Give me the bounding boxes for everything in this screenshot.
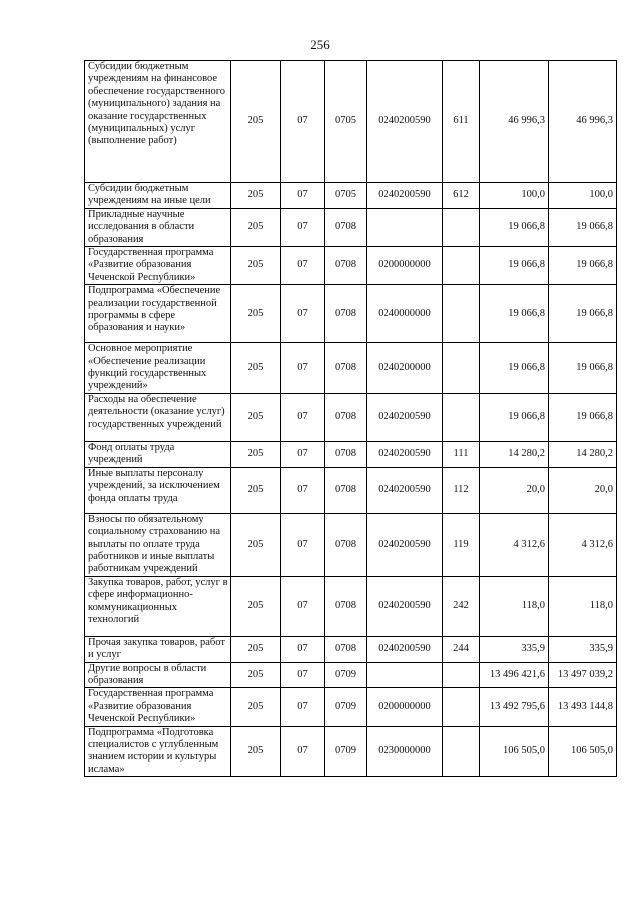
amount-year1-cell: 13 496 421,6 [480,662,549,688]
admin-code-cell: 205 [231,61,281,183]
subsection-code-cell: 0705 [325,61,367,183]
admin-code-cell: 205 [231,467,281,513]
table-row [85,467,617,513]
target-article-cell: 0240200590 [367,61,443,183]
subsection-code-cell: 0708 [325,343,367,394]
amount-year2-cell: 106 505,0 [549,726,617,777]
table-row [85,662,617,688]
row-name-cell: Субсидии бюджетным учреждениям на иные цели [85,183,231,209]
subsection-code-cell: 0709 [325,688,367,726]
target-article-cell: 0240200590 [367,467,443,513]
admin-code-cell: 205 [231,285,281,343]
section-code-cell: 07 [281,576,325,636]
admin-code-cell: 205 [231,208,281,246]
amount-year2-cell: 20,0 [549,467,617,513]
table-row [85,285,617,343]
target-article-cell: 0240200000 [367,343,443,394]
table-row [85,343,617,394]
amount-year2-cell: 46 996,3 [549,61,617,183]
expense-type-cell: 119 [443,513,480,576]
table-row [85,393,617,441]
row-name-cell: Прочая закупка товаров, работ и услуг [85,636,231,662]
subsection-code-cell: 0708 [325,636,367,662]
amount-year1-cell: 100,0 [480,183,549,209]
target-article-cell [367,208,443,246]
table-row [85,688,617,726]
amount-year1-cell: 14 280,2 [480,441,549,467]
expense-type-cell [443,688,480,726]
section-code-cell: 07 [281,636,325,662]
expense-type-cell [443,726,480,777]
amount-year2-cell: 335,9 [549,636,617,662]
section-code-cell: 07 [281,467,325,513]
row-name-cell: Прикладные научные исследования в области образования [85,208,231,246]
admin-code-cell: 205 [231,441,281,467]
target-article-cell [367,662,443,688]
row-name-cell: Фонд оплаты труда учреждений [85,441,231,467]
table-row [85,726,617,777]
section-code-cell: 07 [281,662,325,688]
admin-code-cell: 205 [231,662,281,688]
subsection-code-cell: 0705 [325,183,367,209]
page-number: 256 [310,37,330,52]
amount-year2-cell: 19 066,8 [549,285,617,343]
row-name-cell: Основное мероприятие «Обеспечение реализации функций государственных учреждений» [85,343,231,394]
row-name-cell: Взносы по обязательному социальному страхованию на выплаты по оплате труда работников и иные выплаты работникам учреждений [85,513,231,576]
expense-type-cell [443,393,480,441]
row-name-cell: Государственная программа «Развитие образования Чеченской Республики» [85,688,231,726]
amount-year2-cell: 19 066,8 [549,247,617,285]
budget-table [84,60,617,777]
expense-type-cell [443,343,480,394]
admin-code-cell: 205 [231,393,281,441]
table-row [85,513,617,576]
row-name-cell: Подпрограмма «Подготовка специалистов с углубленным знанием истории и культуры ислама» [85,726,231,777]
admin-code-cell: 205 [231,247,281,285]
target-article-cell: 0200000000 [367,247,443,285]
amount-year1-cell: 335,9 [480,636,549,662]
section-code-cell: 07 [281,513,325,576]
section-code-cell: 07 [281,285,325,343]
admin-code-cell: 205 [231,513,281,576]
target-article-cell: 0240200590 [367,576,443,636]
amount-year1-cell: 19 066,8 [480,285,549,343]
amount-year2-cell: 19 066,8 [549,343,617,394]
amount-year1-cell: 13 492 795,6 [480,688,549,726]
target-article-cell: 0240200590 [367,393,443,441]
expense-type-cell [443,662,480,688]
admin-code-cell: 205 [231,343,281,394]
table-body [85,61,617,777]
section-code-cell: 07 [281,183,325,209]
section-code-cell: 07 [281,61,325,183]
row-name-cell: Подпрограмма «Обеспечение реализации государственной программы в сфере образования и науки» [85,285,231,343]
amount-year2-cell: 100,0 [549,183,617,209]
section-code-cell: 07 [281,688,325,726]
section-code-cell: 07 [281,343,325,394]
subsection-code-cell: 0708 [325,441,367,467]
expense-type-cell: 244 [443,636,480,662]
amount-year1-cell: 19 066,8 [480,208,549,246]
amount-year1-cell: 46 996,3 [480,61,549,183]
table-row [85,61,617,183]
amount-year2-cell: 118,0 [549,576,617,636]
amount-year1-cell: 19 066,8 [480,247,549,285]
expense-type-cell: 611 [443,61,480,183]
subsection-code-cell: 0708 [325,285,367,343]
expense-type-cell [443,208,480,246]
amount-year2-cell: 13 493 144,8 [549,688,617,726]
admin-code-cell: 205 [231,183,281,209]
target-article-cell: 0240200590 [367,441,443,467]
target-article-cell: 0200000000 [367,688,443,726]
section-code-cell: 07 [281,726,325,777]
admin-code-cell: 205 [231,688,281,726]
section-code-cell: 07 [281,441,325,467]
table-row [85,247,617,285]
amount-year1-cell: 19 066,8 [480,393,549,441]
subsection-code-cell: 0708 [325,208,367,246]
amount-year2-cell: 4 312,6 [549,513,617,576]
table-row [85,441,617,467]
section-code-cell: 07 [281,393,325,441]
subsection-code-cell: 0709 [325,726,367,777]
section-code-cell: 07 [281,208,325,246]
table-row [85,636,617,662]
row-name-cell: Закупка товаров, работ, услуг в сфере информационно-коммуникационных технологий [85,576,231,636]
admin-code-cell: 205 [231,726,281,777]
target-article-cell: 0230000000 [367,726,443,777]
section-code-cell: 07 [281,247,325,285]
amount-year1-cell: 20,0 [480,467,549,513]
amount-year2-cell: 14 280,2 [549,441,617,467]
expense-type-cell: 242 [443,576,480,636]
target-article-cell: 0240200590 [367,513,443,576]
admin-code-cell: 205 [231,636,281,662]
row-name-cell: Другие вопросы в области образования [85,662,231,688]
subsection-code-cell: 0708 [325,247,367,285]
amount-year2-cell: 19 066,8 [549,208,617,246]
amount-year1-cell: 19 066,8 [480,343,549,394]
table-row [85,208,617,246]
target-article-cell: 0240000000 [367,285,443,343]
subsection-code-cell: 0708 [325,576,367,636]
amount-year1-cell: 106 505,0 [480,726,549,777]
table-row [85,183,617,209]
row-name-cell: Государственная программа «Развитие образования Чеченской Республики» [85,247,231,285]
subsection-code-cell: 0709 [325,662,367,688]
subsection-code-cell: 0708 [325,393,367,441]
row-name-cell: Субсидии бюджетным учреждениям на финансовое обеспечение государственного (муниципального) задания на оказание государственных (муниципальных) услуг (выполнение работ) [85,61,231,183]
expense-type-cell [443,247,480,285]
row-name-cell: Расходы на обеспечение деятельности (оказание услуг) государственных учреждений [85,393,231,441]
expense-type-cell: 112 [443,467,480,513]
expense-type-cell: 612 [443,183,480,209]
subsection-code-cell: 0708 [325,467,367,513]
row-name-cell: Иные выплаты персоналу учреждений, за исключением фонда оплаты труда [85,467,231,513]
table-row [85,576,617,636]
subsection-code-cell: 0708 [325,513,367,576]
target-article-cell: 0240200590 [367,636,443,662]
target-article-cell: 0240200590 [367,183,443,209]
expense-type-cell [443,285,480,343]
amount-year1-cell: 118,0 [480,576,549,636]
amount-year2-cell: 19 066,8 [549,393,617,441]
amount-year1-cell: 4 312,6 [480,513,549,576]
expense-type-cell: 111 [443,441,480,467]
admin-code-cell: 205 [231,576,281,636]
amount-year2-cell: 13 497 039,2 [549,662,617,688]
